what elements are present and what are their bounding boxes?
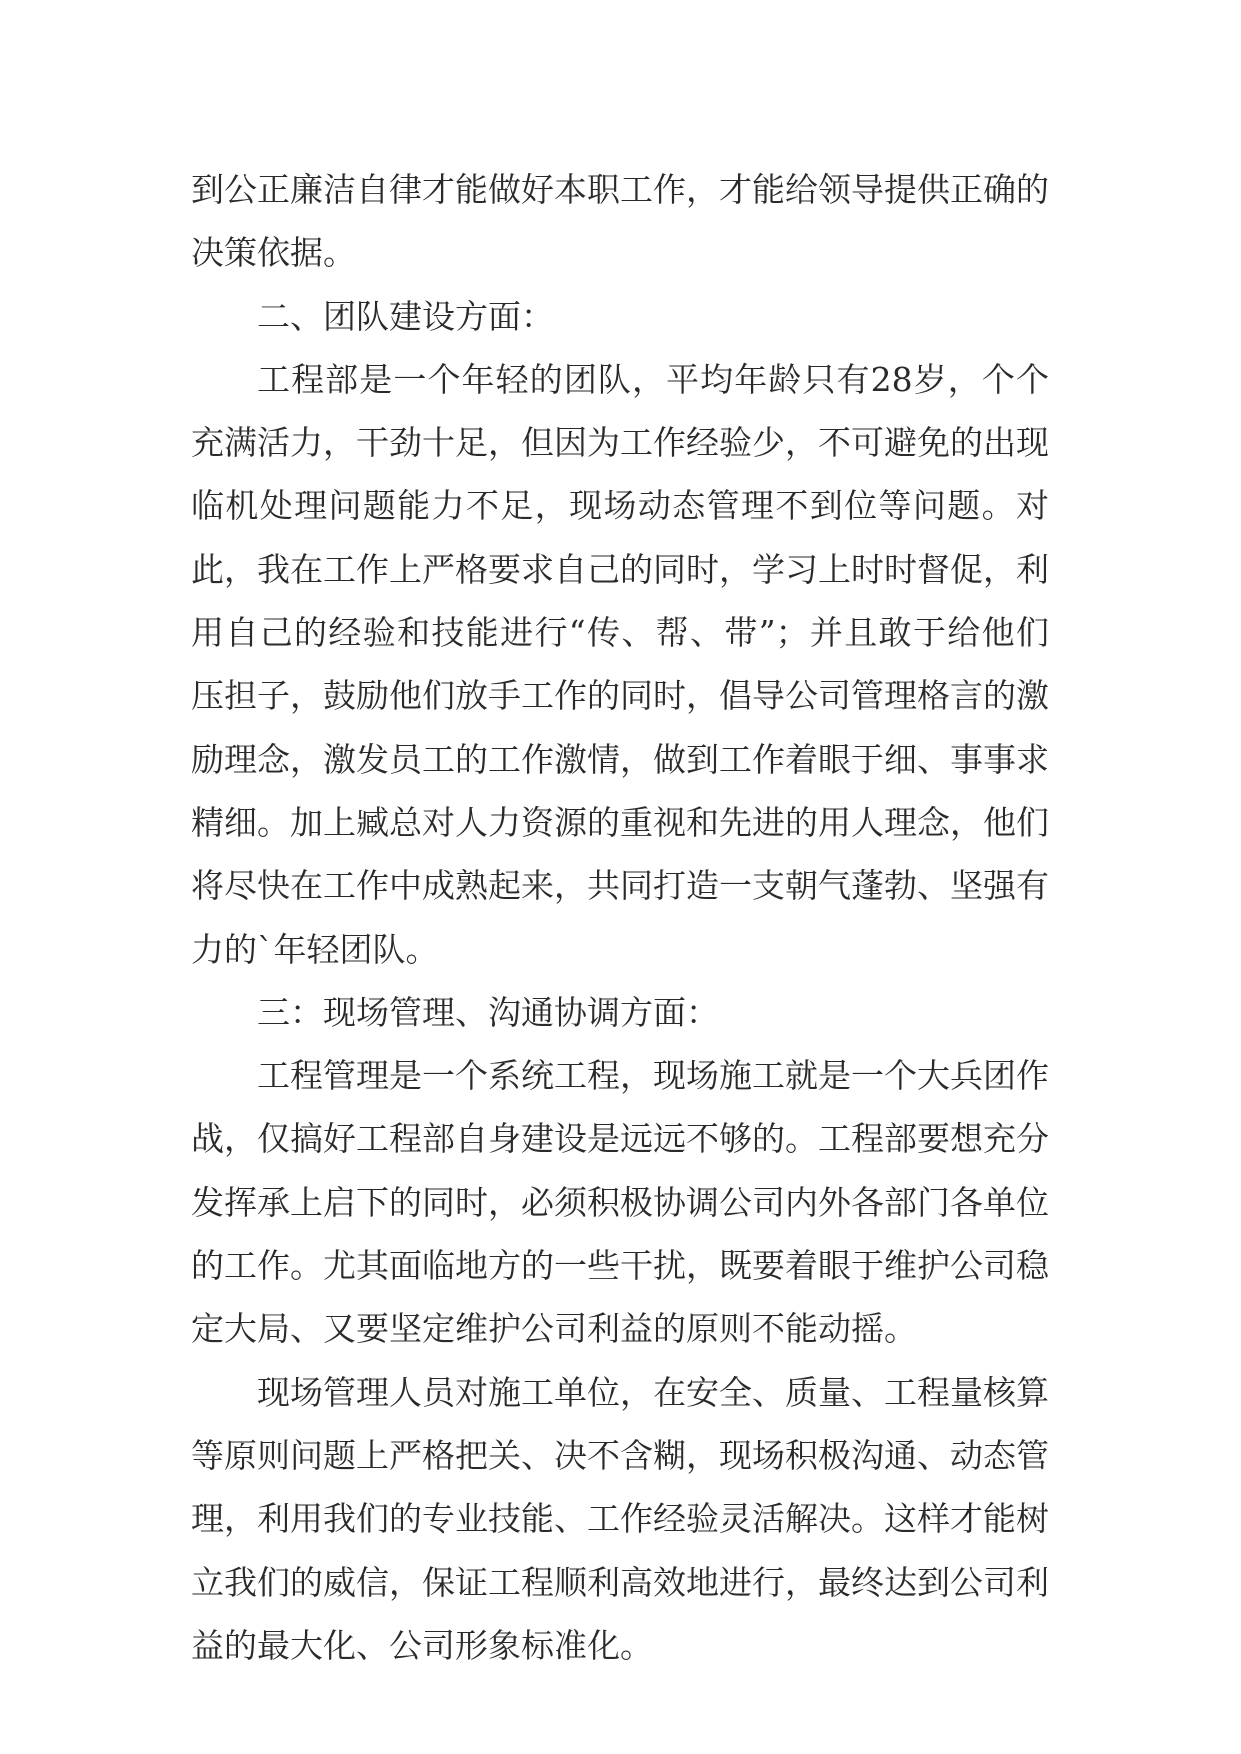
paragraph-team-building: 工程部是一个年轻的团队，平均年龄只有28岁，个个充满活力，干劲十足，但因为工作经验少，不可避免的出现临机处理问题能力不足，现场动态管理不到位等问题。对此，我在工作上严格要求自己的同时，学习上时时督促，利用自己的经验和技能进行“传、帮、带”；并且敢于给他们压担子，鼓励他们放手工作的同时，倡导公司管理格言的激励理念，激发员工的工作激情，做到工作着眼于细、事事求精细。加上臧总对人力资源的重视和先进的用人理念，他们将尽快在工作中成熟起来，共同打造一支朝气蓬勃、坚强有力的`年轻团队。 (191, 359, 1049, 969)
section-heading-site-management: 三：现场管理、沟通协调方面： (257, 992, 719, 1032)
section-heading-team-building: 二、团队建设方面： (257, 296, 554, 336)
document-body (191, 158, 1049, 1677)
paragraph-continuation: 到公正廉洁自律才能做好本职工作，才能给领导提供正确的决策依据。 (191, 170, 1049, 273)
paragraph-site-staff: 现场管理人员对施工单位，在安全、质量、工程量核算等原则问题上严格把关、决不含糊，现场积极沟通、动态管理，利用我们的专业技能、工作经验灵活解决。这样才能树立我们的威信，保证工程顺利高效地进行，最终达到公司利益的最大化、公司形象标准化。 (191, 1372, 1049, 1665)
paragraph-system-engineering: 工程管理是一个系统工程，现场施工就是一个大兵团作战，仅搞好工程部自身建设是远远不够的。工程部要想充分发挥承上启下的同时，必须积极协调公司内外各部门各单位的工作。尤其面临地方的一些干扰，既要着眼于维护公司稳定大局、又要坚定维护公司利益的原则不能动摇。 (191, 1056, 1049, 1349)
